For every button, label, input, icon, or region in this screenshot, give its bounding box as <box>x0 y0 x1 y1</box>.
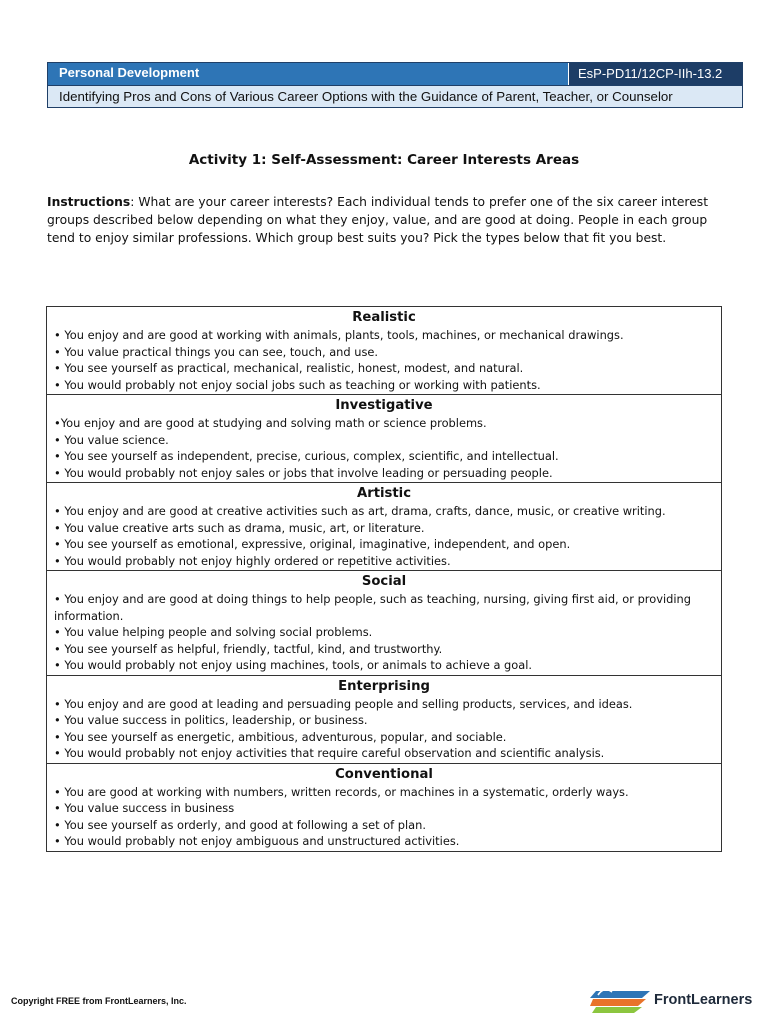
lesson-title: Identifying Pros and Cons of Various Career Options with the Guidance of Parent, Teacher, or Counselor <box>48 85 742 107</box>
frontlearners-logo <box>590 986 752 1014</box>
list-item: • You see yourself as orderly, and good at following a set of plan. <box>54 817 426 832</box>
list-item: • You value creative arts such as drama, music, art, or literature. <box>54 520 425 535</box>
list-item: • You see yourself as emotional, expressive, original, imaginative, independent, and open. <box>54 537 571 551</box>
competency-code: EsP-PD11/12CP-IIh-13.2 <box>568 63 742 85</box>
list-item: • You would probably not enjoy social jobs such as teaching or working with patients. <box>54 377 541 392</box>
section-artistic <box>47 482 721 570</box>
section-title: Realistic <box>352 310 416 325</box>
list-item: • You see yourself as helpful, friendly, tactful, kind, and trustworthy. <box>54 641 443 656</box>
list-item: •You enjoy and are good at studying and solving math or science problems. <box>54 416 487 430</box>
logo-text: FrontLearners <box>654 992 753 1008</box>
section-investigative <box>47 394 721 482</box>
list-item: • You see yourself as energetic, ambitious, adventurous, popular, and sociable. <box>54 729 507 744</box>
section-enterprising <box>47 675 721 763</box>
copyright-text: Copyright FREE from FrontLearners, Inc. <box>11 996 187 1006</box>
section-title: Social <box>361 574 407 589</box>
section-title: Investigative <box>335 398 433 413</box>
list-item: • You enjoy and are good at working with animals, plants, tools, machines, or mechanical drawings. <box>54 328 624 342</box>
list-item: • You are good at working with numbers, written records, or machines in a systematic, orderly ways. <box>54 784 629 799</box>
section-realistic <box>47 307 721 394</box>
list-item: • You value success in business <box>54 801 235 815</box>
list-item: • You would probably not enjoy ambiguous and unstructured activities. <box>54 834 460 848</box>
list-item: • You value helping people and solving social problems. <box>54 625 373 639</box>
section-item-list <box>54 784 721 850</box>
subject-label: Personal Development <box>48 63 568 85</box>
section-title: Conventional <box>335 766 433 782</box>
lesson-header <box>47 62 743 108</box>
section-item-list <box>54 503 721 569</box>
frontlearners-logo-icon <box>590 986 652 1014</box>
list-item: • You see yourself as practical, mechanical, realistic, honest, modest, and natural. <box>54 361 524 375</box>
section-title: Artistic <box>356 486 412 501</box>
section-social <box>47 570 721 675</box>
header-top-row <box>48 63 742 85</box>
list-item: • You enjoy and are good at doing things to help people, such as teaching, nursing, giving first aid, or providing information. <box>54 592 691 623</box>
section-title: Enterprising <box>338 678 430 694</box>
list-item: • You enjoy and are good at leading and persuading people and selling products, services, and ideas. <box>54 696 633 711</box>
section-item-list <box>54 327 721 393</box>
section-item-list <box>54 696 721 762</box>
list-item: • You value practical things you can see, touch, and use. <box>54 344 379 359</box>
instructions-paragraph <box>47 193 727 248</box>
section-item-list <box>54 591 721 674</box>
section-conventional <box>47 763 721 851</box>
list-item: • You value science. <box>54 432 169 447</box>
list-item: • You enjoy and are good at creative activities such as art, drama, crafts, dance, music, or creative writing. <box>54 504 666 518</box>
list-item: • You would probably not enjoy using machines, tools, or animals to achieve a goal. <box>54 658 533 672</box>
list-item: • You see yourself as independent, precise, curious, complex, scientific, and intellectual. <box>54 449 559 463</box>
list-item: • You value success in politics, leadership, or business. <box>54 713 368 727</box>
list-item: • You would probably not enjoy highly ordered or repetitive activities. <box>54 553 451 568</box>
list-item: • You would probably not enjoy activities that require careful observation and scientific analysis. <box>54 746 605 760</box>
activity-title: Activity 1: Self-Assessment: Career Interests Areas <box>188 152 580 168</box>
career-interest-table <box>46 306 722 852</box>
instructions-text: : What are your career interests? Each individual tends to prefer one of the six career interest groups described below depending on what they enjoy, value, and are good at doing. People in each group tend to enjoy similar professions. Which group best suits you? Pick the types below that fit you best. <box>47 195 709 246</box>
section-item-list <box>54 415 721 481</box>
instructions-label: Instructions <box>47 195 131 209</box>
list-item: • You would probably not enjoy sales or jobs that involve leading or persuading people. <box>54 465 553 480</box>
